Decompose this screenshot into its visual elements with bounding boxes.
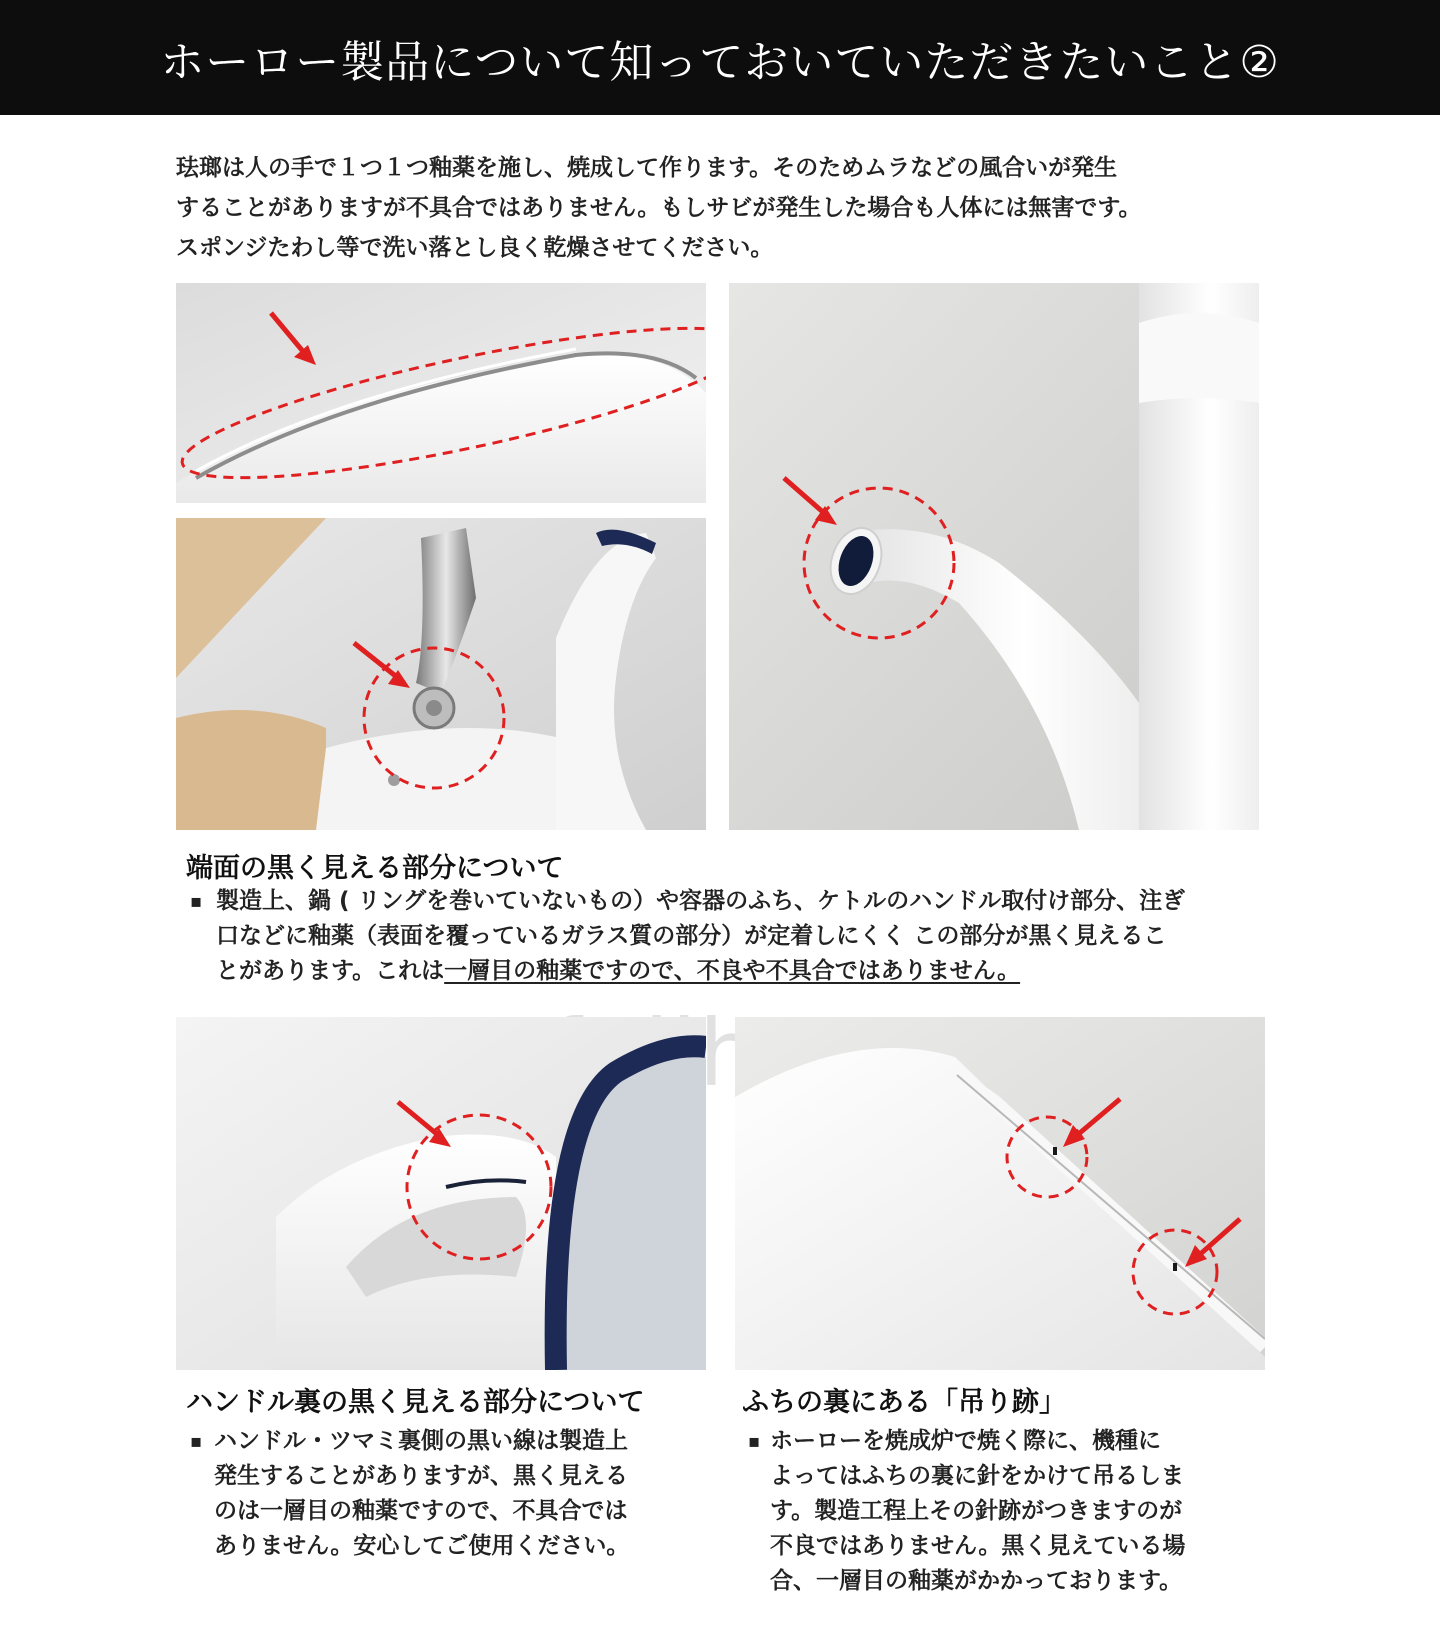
section-title-handle: ハンドル裏の黒く見える部分について: [186, 1387, 645, 1418]
intro-paragraph: [176, 148, 1276, 268]
section-title-edge: 端面の黒く見える部分について: [186, 853, 564, 884]
handle-underside-illustration: [176, 1017, 706, 1370]
section-bullet-handle: [190, 1424, 710, 1564]
page-title: ホーロー製品について知っておいていただきたいこと②: [160, 36, 1280, 88]
bullet-mark: ▪: [748, 1431, 761, 1452]
bullet-line: す。製造工程上その針跡がつきますのが: [770, 1498, 1183, 1524]
bullet-line: のは一層目の釉薬ですので、不具合では: [214, 1498, 628, 1524]
bullet-mark: ▪: [190, 1431, 203, 1452]
intro-line: スポンジたわし等で洗い落とし良く乾燥させてください。: [176, 235, 774, 261]
section-bullet-edge: [190, 884, 1270, 989]
pot-rim-illustration: [176, 283, 706, 503]
bullet-line: 発生することがありますが、黒く見える: [214, 1463, 628, 1489]
bullet-mark: ▪: [190, 891, 203, 912]
section-title-rim: ふちの裏にある「吊り跡」: [742, 1387, 1066, 1418]
photo-handle-underside: [176, 1017, 706, 1370]
photo-kettle-handle-mount: [176, 518, 706, 830]
bullet-line: ありません。安心してご使用ください。: [214, 1533, 630, 1559]
photo-kettle-spout: [729, 283, 1259, 830]
page-header: [0, 0, 1440, 115]
bullet-line: 口などに釉薬（表面を覆っているガラス質の部分）が定着しにくく この部分が黒く見えるこ: [216, 923, 1167, 949]
intro-line: 珐瑯は人の手で１つ１つ釉薬を施し、焼成して作ります。そのためムラなどの風合いが発生: [176, 155, 1118, 181]
kettle-spout-illustration: [729, 283, 1259, 830]
bullet-line: [216, 954, 1270, 989]
bullet-line: ハンドル・ツマミ裏側の黒い線は製造上: [214, 1428, 628, 1454]
bullet-text-underlined: 一層目の釉薬ですので、不良や不具合ではありません。: [444, 958, 1021, 984]
photo-rim-hanging-marks: [735, 1017, 1265, 1370]
bullet-line: 不良ではありません。黒く見えている場: [770, 1533, 1186, 1559]
photo-pot-rim: [176, 283, 706, 503]
bullet-line: ホーローを焼成炉で焼く際に、機種に: [770, 1428, 1161, 1454]
bullet-text-plain: とがあります。これは: [216, 958, 445, 984]
rim-hanging-marks-illustration: [735, 1017, 1265, 1370]
bullet-line: 合、一層目の釉薬がかかっております。: [770, 1568, 1183, 1594]
intro-line: することがありますが不具合ではありません。もしサビが発生した場合も人体には無害です。: [176, 195, 1142, 221]
bullet-line: 製造上、鍋 ( リングを巻いていないもの）や容器のふち、ケトルのハンドル取付け部分、注ぎ: [216, 888, 1186, 914]
kettle-handle-illustration: [176, 518, 706, 830]
section-bullet-rim: [748, 1424, 1268, 1599]
bullet-line: よってはふちの裏に針をかけて吊るしま: [770, 1463, 1184, 1489]
